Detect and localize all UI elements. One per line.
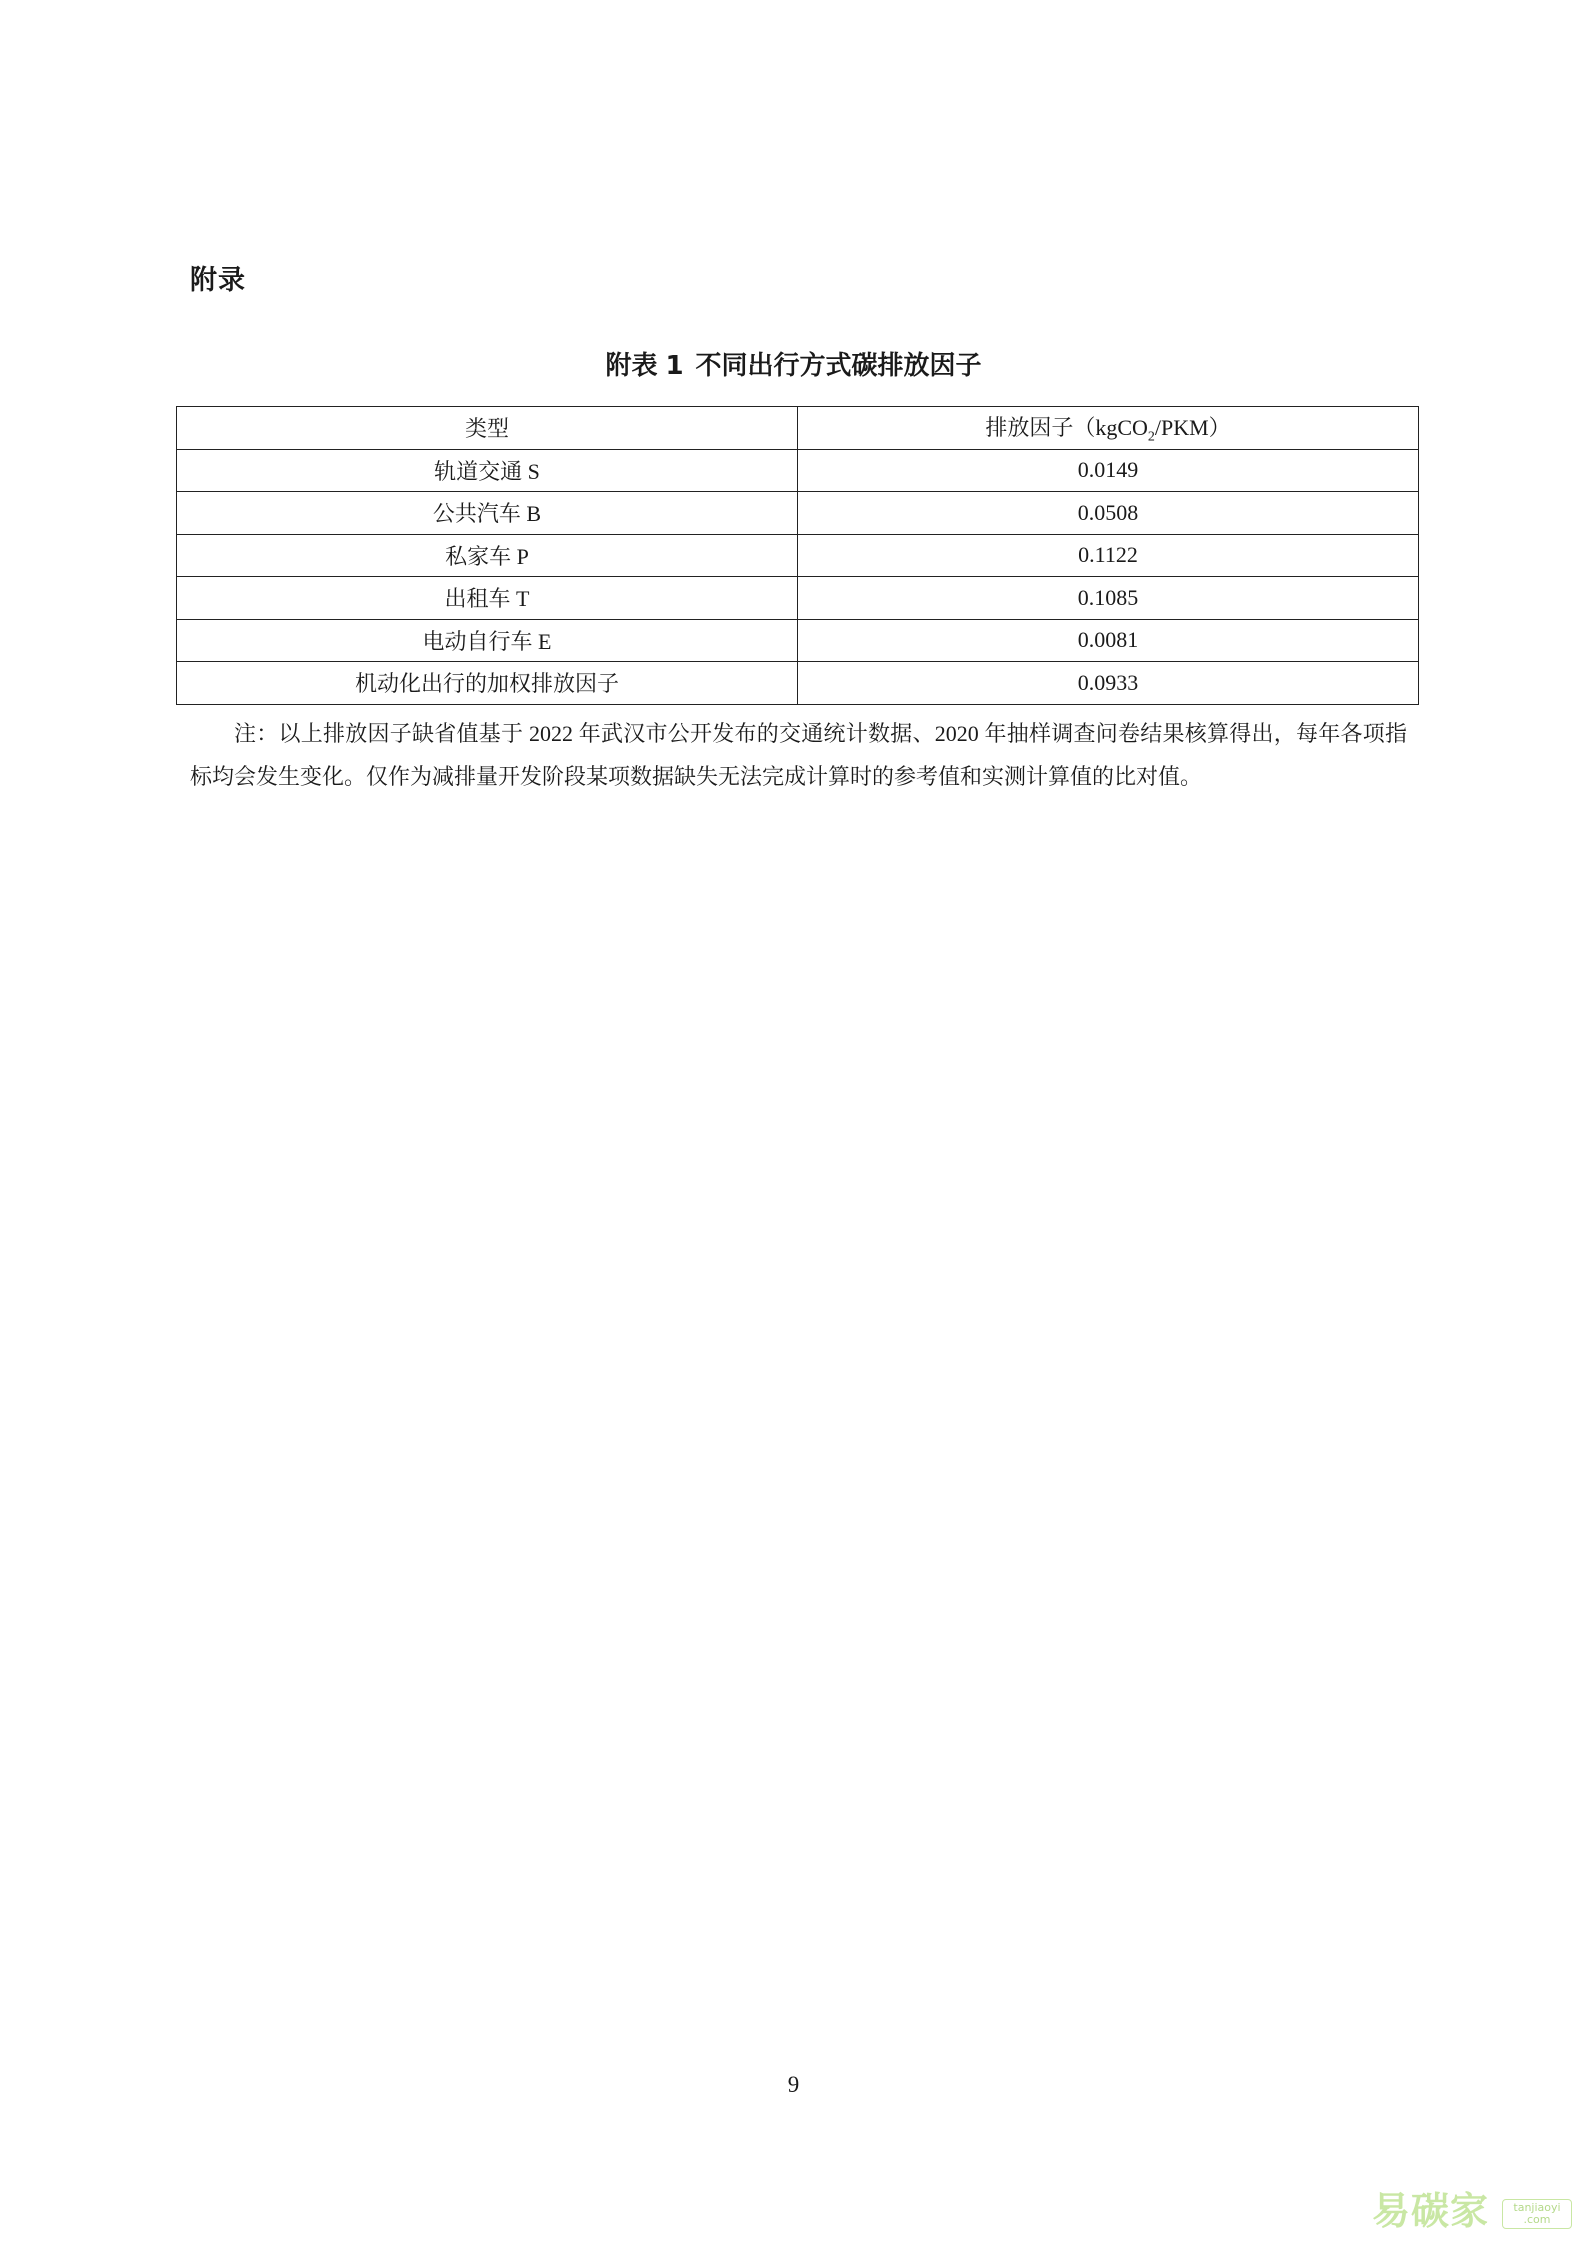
header-factor-prefix: 排放因子（kgCO bbox=[985, 414, 1148, 440]
row-value-cell: 0.0933 bbox=[798, 662, 1419, 705]
table-row bbox=[177, 619, 1419, 662]
row-type-cell: 电动自行车 E bbox=[177, 619, 798, 662]
watermark-domain-line2: .com bbox=[1523, 2213, 1551, 2226]
row-type-cell: 出租车 T bbox=[177, 577, 798, 620]
header-factor-suffix: /PKM） bbox=[1154, 414, 1231, 440]
row-value-cell: 0.0081 bbox=[798, 619, 1419, 662]
header-type: 类型 bbox=[177, 407, 798, 450]
table-row bbox=[177, 534, 1419, 577]
row-type-cell: 机动化出行的加权排放因子 bbox=[177, 662, 798, 705]
row-value-cell: 0.0508 bbox=[798, 492, 1419, 535]
row-value-cell: 0.0149 bbox=[798, 449, 1419, 492]
table-caption-number: 1 bbox=[665, 351, 684, 381]
table-caption-title: 不同出行方式碳排放因子 bbox=[695, 351, 982, 381]
watermark-domain-badge bbox=[1502, 2199, 1572, 2229]
table-row bbox=[177, 577, 1419, 620]
table-header-row bbox=[177, 407, 1419, 450]
row-value-cell: 0.1085 bbox=[798, 577, 1419, 620]
table-caption-prefix: 附表 bbox=[605, 351, 658, 381]
table-caption bbox=[0, 345, 1587, 382]
watermark-logo-text: 易碳家 bbox=[1372, 2189, 1490, 2233]
watermark-domain-line1: tanjiaoyi bbox=[1513, 2201, 1561, 2214]
table-row bbox=[177, 662, 1419, 705]
page-number: 9 bbox=[787, 2072, 800, 2097]
row-value-cell: 0.1122 bbox=[798, 534, 1419, 577]
section-heading: 附录 bbox=[190, 265, 246, 296]
table-row bbox=[177, 449, 1419, 492]
watermark-logo bbox=[1372, 2187, 1572, 2237]
header-factor-subscript: 2 bbox=[1147, 428, 1155, 444]
row-type-cell: 公共汽车 B bbox=[177, 492, 798, 535]
table-note: 注：以上排放因子缺省值基于 2022 年武汉市公开发布的交通统计数据、2020 年抽样调查问卷结果核算得出，每年各项指标均会发生变化。仅作为减排量开发阶段某项数据缺失无法完成计算时的参考值和实测计算值的比对值。 bbox=[190, 721, 1407, 789]
emission-factor-table bbox=[176, 406, 1419, 705]
row-type-cell: 私家车 P bbox=[177, 534, 798, 577]
table-row bbox=[177, 492, 1419, 535]
header-factor bbox=[798, 407, 1419, 450]
row-type-cell: 轨道交通 S bbox=[177, 449, 798, 492]
